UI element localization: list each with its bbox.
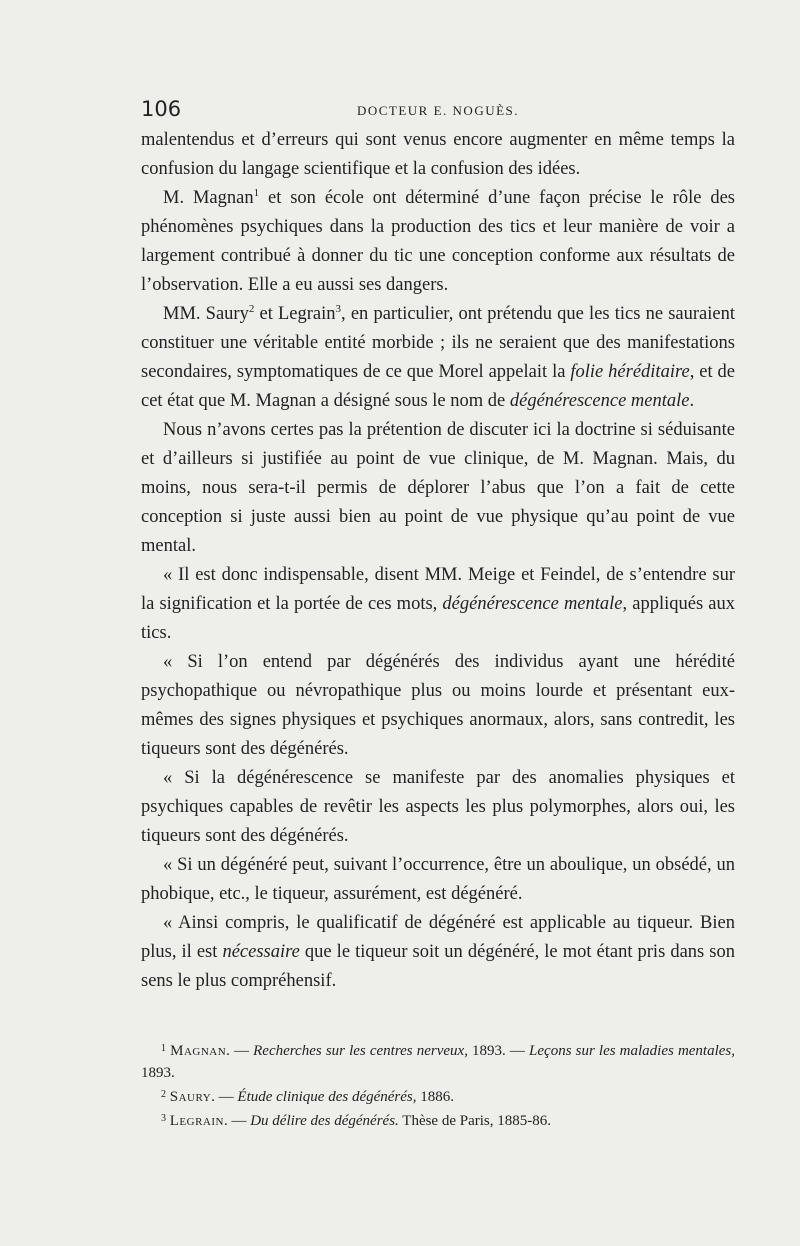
paragraph: [141, 909, 735, 996]
text-run: et son école ont déterminé d’une façon précise le rôle des phénomènes psychiques dans la production des tics et leur manière de voir a largement contribué à donner du tic une conception conforme aux résultats de l’observation. Elle a eu aussi ses dangers.: [141, 188, 735, 295]
italic-term: folie héréditaire: [570, 362, 690, 382]
text-run: M. Magnan: [163, 188, 254, 208]
footnote-author: Magnan: [170, 1043, 227, 1059]
footnote-sep: . —: [223, 1113, 251, 1129]
footnotes: [141, 1038, 735, 1132]
paragraph: « Si un dégénéré peut, suivant l’occurrence, être un aboulique, un obsédé, un phobique, etc., le tiqueur, assurément, est dégénéré.: [141, 855, 735, 904]
footnote-work: Leçons sur les maladies mentales,: [529, 1043, 736, 1059]
footnote-sep: . —: [226, 1043, 254, 1059]
footnote-text: 1893. —: [467, 1043, 530, 1059]
text-run: , en particulier, ont prétendu que les tics ne sauraient constituer une véritable entité morbide ; ils ne seraient que des manifestations secondaires, symptomatiques de ce que Morel appelait la: [141, 304, 735, 382]
paragraph: [141, 184, 735, 300]
footnote-number: 1: [161, 1043, 166, 1054]
footnote-ref: 3: [335, 303, 342, 315]
paragraph: [141, 561, 735, 648]
footnote-work: Étude clinique des dégénérés,: [237, 1089, 417, 1105]
running-head: DOCTEUR E. NOGUÈS.: [356, 103, 520, 118]
text-run: MM. Saury: [163, 304, 249, 324]
footnote-work: Recherches sur les centres nerveux,: [253, 1043, 468, 1059]
footnote: [141, 1038, 735, 1084]
footnote-author: Saury: [169, 1089, 212, 1105]
paragraph: « Si la dégénérescence se manifeste par des anomalies physiques et psychiques capables de revêtir les aspects les plus polymorphes, alors oui, les tiqueurs sont des dégénérés.: [141, 768, 735, 846]
italic-term: dégénérescence mentale: [442, 594, 623, 614]
text-run: .: [689, 391, 695, 411]
footnote-author: Legrain: [169, 1113, 224, 1129]
footnote-number: 3: [161, 1113, 166, 1124]
footnote-ref: 1: [253, 187, 260, 199]
footnote: [141, 1084, 735, 1108]
footnote-number: 2: [161, 1089, 166, 1100]
footnote-ref: 2: [248, 303, 255, 315]
footnote-text: Thèse de Paris, 1885-86.: [398, 1113, 551, 1129]
text-run: et Legrain: [254, 304, 336, 324]
text-run: « Ainsi compris, le qualificatif de dégénéré est applicable au tiqueur. Bien plus, il est: [141, 913, 735, 962]
text-run: , et de cet état que M. Magnan a désigné sous le nom de: [141, 362, 736, 411]
paragraph: malentendus et d’erreurs qui sont venus encore augmenter en même temps la confusion du langage scientifique et la confusion des idées.: [141, 130, 735, 179]
page-header: [141, 97, 735, 127]
paragraph: [141, 300, 735, 416]
paragraph: « Si l’on entend par dégénérés des individus ayant une hérédité psychopathique ou névropathique plus ou moins lourde et présentant eux-mêmes des signes physiques et psychiques anormaux, alors, sans contredit, les tiqueurs sont des dégénérés.: [141, 652, 735, 759]
text-run: « Il est donc indispensable, disent MM. Meige et Feindel, de s’entendre sur la signification et la portée de ces mots,: [141, 565, 735, 614]
body-text: [141, 126, 735, 996]
italic-term: nécessaire: [222, 942, 300, 962]
text-run: , appliqués aux tics.: [141, 594, 735, 643]
text-run: que le tiqueur soit un dégénéré, le mot étant pris dans son sens le plus compréhensif.: [141, 942, 735, 991]
footnote-text: 1893.: [141, 1065, 175, 1081]
footnote-sep: . —: [211, 1089, 238, 1105]
italic-term: dégénérescence mentale: [509, 391, 690, 411]
paragraph: Nous n’avons certes pas la prétention de discuter ici la doctrine si séduisante et d’ailleurs si justifiée au point de vue clinique, de M. Magnan. Mais, du moins, nous sera-t-il permis de déplorer l’abus que l’on a fait de cette conception si juste aussi bien au point de vue physique qu’au point de vue mental.: [141, 420, 735, 556]
footnote-text: 1886.: [416, 1089, 455, 1105]
page-number: 106: [141, 97, 182, 121]
footnote: [141, 1108, 735, 1132]
footnote-work: Du délire des dégénérés.: [250, 1113, 399, 1129]
